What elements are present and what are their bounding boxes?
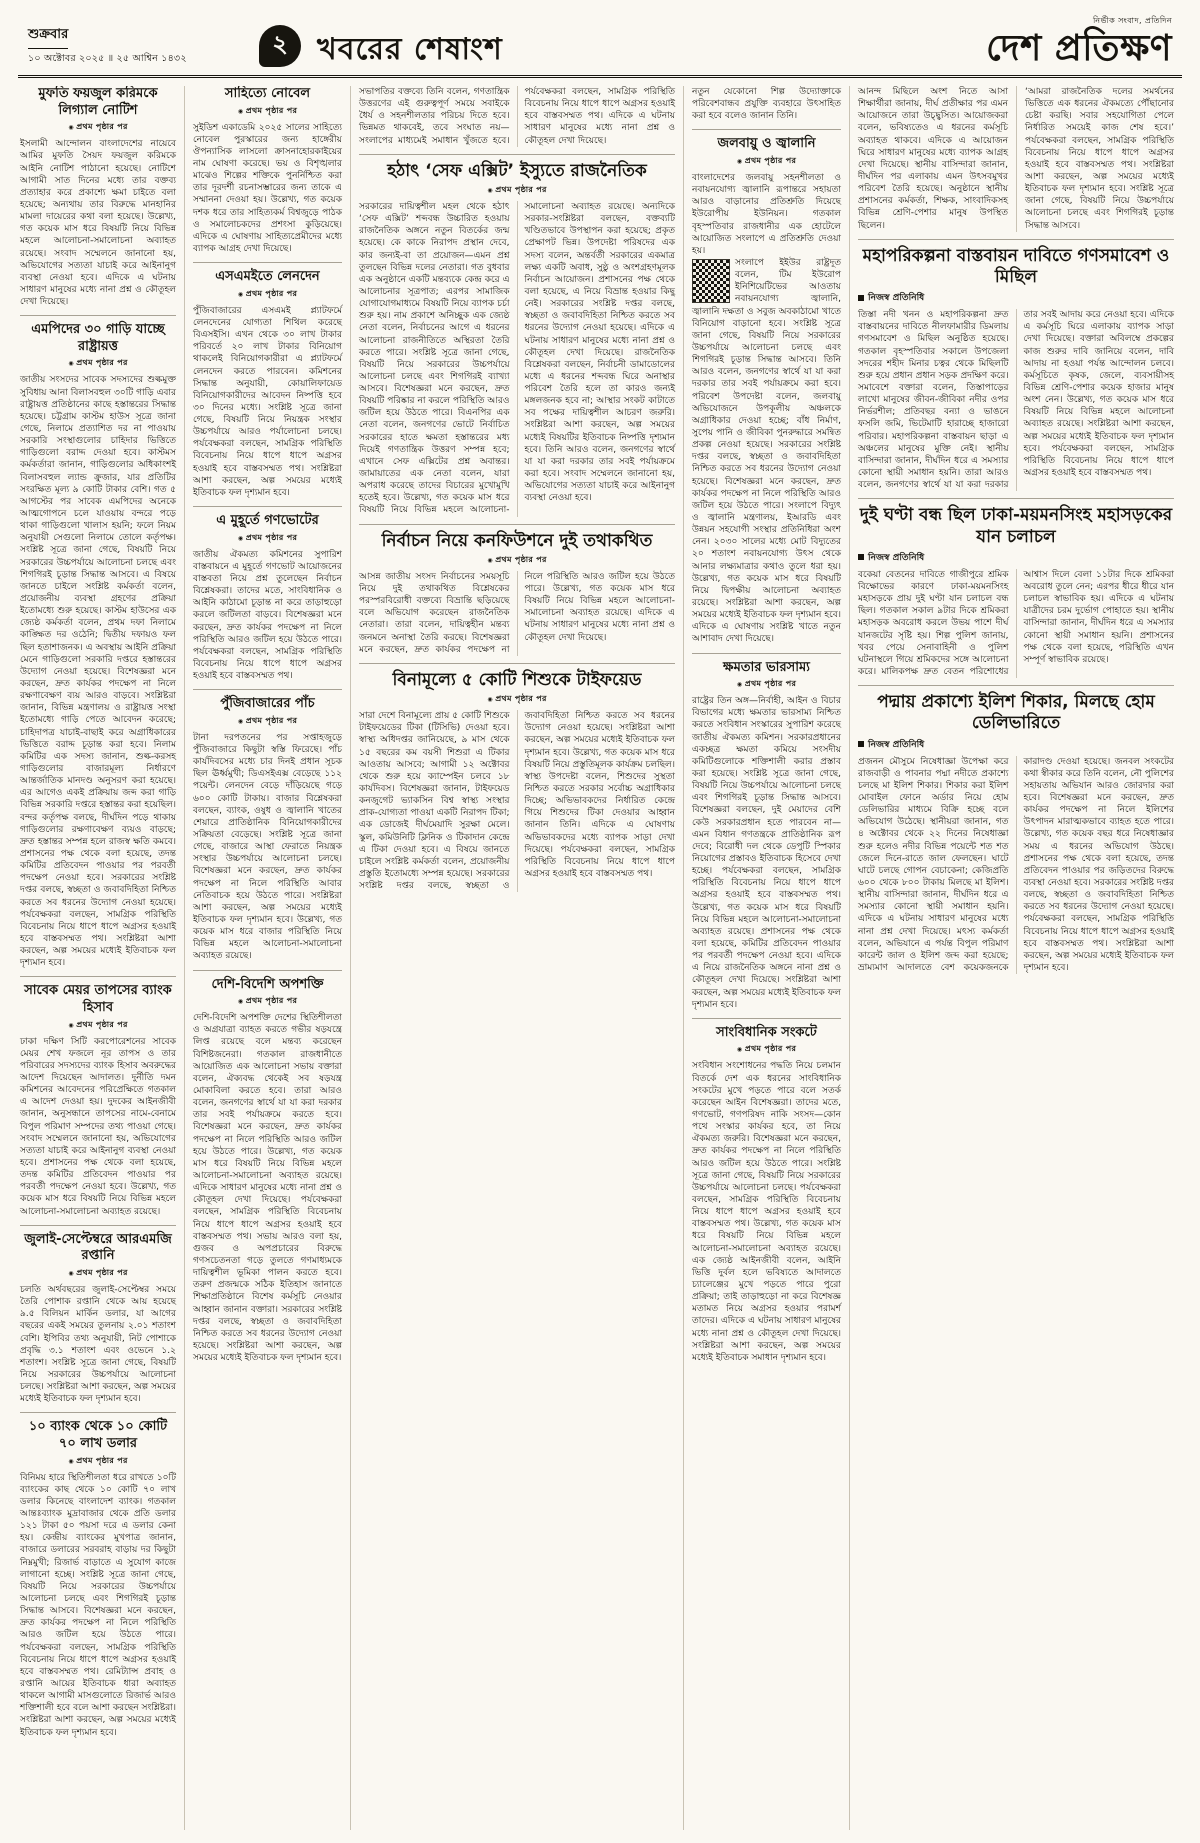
continued-from-label: ◉ প্রথম পৃষ্ঠার পর [359,184,675,197]
date-line: ১০ অক্টোবর ২০২৫ ॥ ২৫ আশ্বিন ১৪৩২ [28,53,187,64]
article-climate-energy [692,129,841,645]
continuation-block [359,86,675,147]
article-body: ইসলামী আন্দোলন বাংলাদেশের নায়েবে আমির মুফতি সৈয়দ ফয়জুল করিমকে আইনি নোটিশ পাঠানো হয়েছে। নোটিশে আগামী সাত দিনের মধ্যে তার বক্তব্য প্রত্যাহার করে প্রকাশ্যে ক্ষমা চাইতে বলা হয়েছে; অন্যথায় তার বিরুদ্ধে মানহানির মামলা দায়েরের কথা বলা হয়েছে। উল্লেখ্য, গত কয়েক মাস ধরে বিষয়টি নিয়ে বিভিন্ন মহলে আলোচনা-সমালোচনা অব্যাহত রয়েছে। সংবাদ সম্মেলনে জানানো হয়, অভিযোগের সত্যতা যাচাই করে আইনানুগ ব্যবস্থা নেওয়া হবে। এদিকে এ ঘটনায় সাধারণ মানুষের মধ্যে নানা প্রশ্ন ও কৌতূহল দেখা দিয়েছে। [20,139,176,308]
article-headline: বিনামূল্যে ৫ কোটি শিশুকে টাইফয়েড [392,669,642,690]
byline [858,290,1174,305]
byline-label: নিজস্ব প্রতিনিধি [868,739,925,750]
article-evil-forces [193,970,342,1365]
masthead [18,6,1182,78]
article-body: টানা দরপতনের পর সপ্তাহজুড়ে পুঁজিবাজারে কিছুটা স্বস্তি ফিরেছে। পাঁচ কার্যদিবসের মধ্যে চার দিনই প্রধান সূচক ছিল ঊর্ধ্বমুখী; ডিএসইএক্স বেড়েছে ১১২ পয়েন্ট। লেনদেন বেড়ে দাঁড়িয়েছে গড়ে ৬০০ কোটি টাকায়। বাজার বিশ্লেষকরা বলছেন, ব্যাংক, ওষুধ ও জ্বালানি খাতের শেয়ারে প্রাতিষ্ঠানিক বিনিয়োগকারীদের সক্রিয়তা বেড়েছে। সংশ্লিষ্ট সূত্রে জানা গেছে, বাজারে আস্থা ফেরাতে নিয়ন্ত্রক সংস্থার উচ্চপর্যায়ে আলোচনা চলছে। বিশেষজ্ঞরা মনে করছেন, দ্রুত কার্যকর পদক্ষেপ না নিলে পরিস্থিতি আবার নেতিবাচক হয়ে উঠতে পারে। সংশ্লিষ্টরা আশা করছেন, অল্প সময়ের মধ্যেই ইতিবাচক ফল দৃশ্যমান হবে। উল্লেখ্য, গত কয়েক মাস ধরে বাজার পরিস্থিতি নিয়ে বিভিন্ন মহলে আলোচনা-সমালোচনা অব্যাহত রয়েছে। [193,732,342,962]
article-body: সংলাপে ইইউর রাষ্ট্রদূত বলেন, টিম ইউরোপ ইনিশিয়েটিভের আওতায় নবায়নযোগ্য জ্বালানি, জ্বালানি দক্ষতা ও সবুজ অবকাঠামো খাতে বিনিয়োগ বাড়ানো হবে। সংশ্লিষ্ট সূত্রে জানা গেছে, বিষয়টি নিয়ে সরকারের উচ্চপর্যায়ে আলোচনা চলছে এবং শিগগিরই চূড়ান্ত সিদ্ধান্ত আসবে। তিনি আরও বলেন, জনগণের স্বার্থে যা যা করা দরকার তার সবই পর্যায়ক্রমে করা হবে। পরিবেশ উপদেষ্টা বলেন, জলবায়ু অভিযোজনে উপকূলীয় অঞ্চলকে অগ্রাধিকার দেওয়া হচ্ছে; বাঁধ নির্মাণ, সুপেয় পানি ও জীবিকা পুনরুদ্ধারে সমন্বিত প্রকল্প নেওয়া হয়েছে। সরকারের সংশ্লিষ্ট দপ্তর বলছে, স্বচ্ছতা ও জবাবদিহিতা নিশ্চিত করতে সব ধরনের উদ্যোগ নেওয়া হয়েছে। বিশেষজ্ঞরা মনে করছেন, দ্রুত কার্যকর পদক্ষেপ না নিলে পরিস্থিতি আরও জটিল হয়ে উঠতে পারে। সংলাপে বিদ্যুৎ ও জ্বালানি মন্ত্রণালয়, ইআরডি এবং উন্নয়ন সহযোগী সংস্থার প্রতিনিধিরা অংশ নেন। ২০৩০ সালের মধ্যে মোট বিদ্যুতের ২০ শতাংশ নবায়নযোগ্য উৎস থেকে আনার লক্ষ্যমাত্রার কথাও তুলে ধরা হয়। উল্লেখ্য, গত কয়েক মাস ধরে বিষয়টি নিয়ে দ্বিপক্ষীয় আলোচনা অব্যাহত রয়েছে। সংশ্লিষ্টরা আশা করছেন, অল্প সময়ের মধ্যেই ইতিবাচক ফল দৃশ্যমান হবে। এদিকে এ ঘোষণায় সংশ্লিষ্ট খাতে নতুন আশাবাদ দেখা দিয়েছে। [692,258,841,645]
article-body: জাতীয় ঐকমত্য কমিশনের সুপারিশ বাস্তবায়নে এ মুহূর্তে গণভোট আয়োজনের বাস্তবতা নিয়ে প্রশ্ন তুলেছেন নির্বাচন বিশ্লেষকরা। তাদের মতে, সাংবিধানিক ও আইনি কাঠামো চূড়ান্ত না করে তাড়াহুড়ো করলে জটিলতা বাড়বে। বিশেষজ্ঞরা মনে করছেন, দ্রুত কার্যকর পদক্ষেপ না নিলে পরিস্থিতি আরও জটিল হয়ে উঠতে পারে। পর্যবেক্ষকরা বলছেন, সামগ্রিক পরিস্থিতি বিবেচনায় নিয়ে ধাপে ধাপে অগ্রসর হওয়াই হবে বাস্তবসম্মত পথ। [193,549,342,682]
article-headline: মহাপরিকল্পনা বাস্তবায়ন দাবিতে গণসমাবেশ ও মিছিল [862,245,1170,287]
article-typhoid-vaccine [359,663,675,892]
article-headline: দুই ঘণ্টা বন্ধ ছিল ঢাকা-ময়মনসিংহ মহাসড়কের যান চলাচল [859,505,1173,547]
article-headline: ক্ষমতার ভারসাম্য [723,659,810,675]
continued-from-label: ◉ প্রথম পৃষ্ঠার পর [359,554,675,567]
article-safe-exit [359,154,675,517]
page-number: ২ [272,30,288,58]
article-headline: হঠাৎ ‘সেফ এক্সিট’ ইস্যুতে রাজনৈতিক [387,160,647,181]
article-highway-blockade [858,498,1174,678]
continued-from-label: ◉ প্রথম পৃষ্ঠার পর [692,678,841,691]
article-body: প্রজনন মৌসুমে নিষেধাজ্ঞা উপেক্ষা করে রাজবাড়ী ও পাবনার পদ্মা নদীতে প্রকাশ্যে চলছে মা ইলিশ শিকার। শিকার করা ইলিশ মোবাইল ফোনে অর্ডার নিয়ে হোম ডেলিভারির মাধ্যমে বিক্রি হচ্ছে বলে অভিযোগ উঠেছে। স্থানীয়রা জানান, গত ৪ অক্টোবর থেকে ২২ দিনের নিষেধাজ্ঞা শুরু হলেও নদীর বিভিন্ন পয়েন্টে শত শত জেলে দিনে-রাতে জাল ফেলছেন। ঘাটে ঘাটে চলছে গোপন বেচাকেনা; কেজিপ্রতি ৬০০ থেকে ৮০০ টাকায় মিলছে মা ইলিশ। স্থানীয় বাসিন্দারা জানান, দীর্ঘদিন ধরে এ সমস্যার কোনো স্থায়ী সমাধান হয়নি। এদিকে এ ঘটনায় সাধারণ মানুষের মধ্যে নানা প্রশ্ন দেখা দিয়েছে। মৎস্য কর্মকর্তা বলেন, অভিযানে এ পর্যন্ত বিপুল পরিমাণ কারেন্ট জাল ও ইলিশ জব্দ করা হয়েছে; ভ্রাম্যমাণ আদালতে বেশ কয়েকজনকে কারাদণ্ড দেওয়া হয়েছে। জনবল সংকটের কথা স্বীকার করে তিনি বলেন, নৌ পুলিশের সহায়তায় অভিযান আরও জোরদার করা হবে। বিশেষজ্ঞরা মনে করছেন, দ্রুত কার্যকর পদক্ষেপ না নিলে ইলিশের উৎপাদন মারাত্মকভাবে ব্যাহত হতে পারে। উল্লেখ্য, গত কয়েক বছর ধরে নিষেধাজ্ঞার সময় এ ধরনের অভিযোগ উঠছে। প্রশাসনের পক্ষ থেকে বলা হয়েছে, তদন্ত প্রতিবেদন পাওয়ার পর জড়িতদের বিরুদ্ধে ব্যবস্থা নেওয়া হবে। সরকারের সংশ্লিষ্ট দপ্তর বলছে, স্বচ্ছতা ও জবাবদিহিতা নিশ্চিত করতে সব ধরনের উদ্যোগ নেওয়া হয়েছে। পর্যবেক্ষকরা বলছেন, সামগ্রিক পরিস্থিতি বিবেচনায় নিয়ে ধাপে ধাপে অগ্রসর হওয়াই হবে বাস্তবসম্মত পথ। সংশ্লিষ্টরা আশা করছেন, অল্প সময়ের মধ্যেই ইতিবাচক ফল দৃশ্যমান হবে। [858,756,1174,973]
article-headline: মুফতি ফয়জুল করিমকে লিগ্যাল নোটিশ [38,86,158,118]
article-body: সরকারের দায়িত্বশীল মহল থেকে হঠাৎ ‘সেফ এক্সিট’ শব্দবন্ধ উচ্চারিত হওয়ায় রাজনৈতিক অঙ্গনে নতুন বিতর্কের জন্ম হয়েছে। কে কাকে নিরাপদ প্রস্থান দেবে, কার জন্যই-বা তা প্রয়োজন—এমন প্রশ্ন তুলছেন বিভিন্ন দলের নেতারা। গত বুধবার এক অনুষ্ঠানে একটি মন্তব্যকে কেন্দ্র করে এ আলোচনার সূত্রপাত; এরপর সামাজিক যোগাযোগমাধ্যমে বিষয়টি নিয়ে ব্যাপক চর্চা শুরু হয়। নাম প্রকাশে অনিচ্ছুক এক জ্যেষ্ঠ নেতা বলেন, নির্বাচনের আগে এ ধরনের আলোচনা রাজনীতিতে অস্থিরতা তৈরি করতে পারে। সংশ্লিষ্ট সূত্রে জানা গেছে, বিষয়টি নিয়ে সরকারের উচ্চপর্যায়ে আলোচনা চলছে এবং শিগগিরই ব্যাখ্যা আসবে। বিশেষজ্ঞরা মনে করছেন, দ্রুত বিষয়টি পরিষ্কার না করলে পরিস্থিতি আরও জটিল হয়ে উঠতে পারে। বিএনপির এক নেতা বলেন, জনগণের ভোটে নির্বাচিত সরকারের হাতে ক্ষমতা হস্তান্তরের মধ্য দিয়েই গণতান্ত্রিক উত্তরণ সম্পন্ন হবে; এখানে সেফ এক্সিটের প্রশ্ন অবান্তর। জামায়াতের এক নেতা বলেন, যারা অপরাধ করেছে তাদের বিচারের মুখোমুখি হতেই হবে। উল্লেখ্য, গত কয়েক মাস ধরে বিষয়টি নিয়ে বিভিন্ন মহলে আলোচনা-সমালোচনা অব্যাহত রয়েছে। অন্যদিকে সরকার-সংশ্লিষ্টরা বলছেন, বক্তব্যটি খণ্ডিতভাবে উপস্থাপন করা হয়েছে; প্রকৃত প্রেক্ষাপট ভিন্ন। উপদেষ্টা পরিষদের এক সদস্য বলেন, অন্তর্বর্তী সরকারের একমাত্র লক্ষ্য একটি অবাধ, সুষ্ঠু ও অংশগ্রহণমূলক নির্বাচন আয়োজন। প্রশাসনের পক্ষ থেকে বলা হয়েছে, এ নিয়ে বিভ্রান্ত হওয়ার কিছু নেই। সরকারের সংশ্লিষ্ট দপ্তর বলছে, স্বচ্ছতা ও জবাবদিহিতা নিশ্চিত করতে সব ধরনের উদ্যোগ নেওয়া হয়েছে। এদিকে এ ঘটনায় সাধারণ মানুষের মধ্যে নানা প্রশ্ন ও কৌতূহল দেখা দিয়েছে। রাজনৈতিক বিশ্লেষকরা বলছেন, নির্বাচনী ডামাডোলের মধ্যে এ ধরনের শব্দবন্ধ ঘিরে অনাস্থার পরিবেশ তৈরি হলে তা কারও জন্যই মঙ্গলজনক হবে না; আস্থার সংকট কাটাতে সব পক্ষের দায়িত্বশীল আচরণ জরুরি। সংশ্লিষ্টরা আশা করছেন, অল্প সময়ের মধ্যেই বিষয়টির ইতিবাচক নিষ্পত্তি দৃশ্যমান হবে। তিনি আরও বলেন, জনগণের স্বার্থে যা যা করা দরকার তার সবই পর্যায়ক্রমে করা হবে। সংবাদ সম্মেলনে জানানো হয়, অভিযোগের সত্যতা যাচাই করে আইনানুগ ব্যবস্থা নেওয়া হবে। [359,201,675,516]
article-sme-trading [193,262,342,499]
column-1 [18,86,184,1830]
article-body: জাতীয় সংসদের সাবেক সদস্যদের শুল্কমুক্ত সুবিধায় আনা বিলাসবহুল ৩০টি গাড়ি এবার রাষ্ট্রায়ত্ত প্রতিষ্ঠানের কাছে হস্তান্তরের সিদ্ধান্ত হয়েছে। চট্টগ্রাম কাস্টম হাউস সূত্রে জানা গেছে, নিলামে প্রত্যাশিত দর না পাওয়ায় সরকারি সংস্থাগুলোর চাহিদার ভিত্তিতে গাড়িগুলো বরাদ্দ দেওয়া হবে। কাস্টমস কর্মকর্তারা জানান, গাড়িগুলোর অধিকাংশই বিলাসবহুল ল্যান্ড ক্রুজার, যার প্রতিটির সংরক্ষিত মূল্য ৯ কোটি টাকার বেশি। গত ৫ আগস্টের পর সাবেক এমপিদের অনেকে আত্মগোপনে চলে যাওয়ায় বন্দরে পড়ে থাকা গাড়িগুলো খালাস হয়নি; ফলে নিয়ম অনুযায়ী সেগুলো নিলামে তোলে কর্তৃপক্ষ। সংশ্লিষ্ট সূত্রে জানা গেছে, বিষয়টি নিয়ে সরকারের উচ্চপর্যায়ে আলোচনা চলছে এবং শিগগিরই চূড়ান্ত সিদ্ধান্ত আসবে। এ বিষয়ে জানতে চাইলে সংশ্লিষ্ট কর্মকর্তা বলেন, প্রয়োজনীয় ব্যবস্থা গ্রহণের প্রক্রিয়া ইতোমধ্যে শুরু হয়েছে। কাস্টম হাউসের এক জ্যেষ্ঠ কর্মকর্তা বলেন, প্রথম দফা নিলামে কাঙ্ক্ষিত দর ওঠেনি; দ্বিতীয় দফায়ও ফল ছিল হতাশাজনক। এ অবস্থায় আইনি প্রক্রিয়া মেনে গাড়িগুলো সরকারি দপ্তরে হস্তান্তরের উদ্যোগ নেওয়া হয়েছে। বিশেষজ্ঞরা মনে করছেন, দ্রুত কার্যকর পদক্ষেপ না নিলে রক্ষণাবেক্ষণ ব্যয় আরও বাড়বে। সংশ্লিষ্টরা জানান, বিভিন্ন মন্ত্রণালয় ও রাষ্ট্রায়ত্ত সংস্থা ইতোমধ্যে গাড়ি পেতে আবেদন করেছে; চাহিদাপত্র যাচাই-বাছাই করে অগ্রাধিকারের ভিত্তিতে বরাদ্দ চূড়ান্ত করা হবে। নিলাম কমিটির এক সদস্য জানান, শুল্ক-করসহ গাড়িগুলোর বাজারমূল্য নির্ধারণে আন্তর্জাতিক মানদণ্ড অনুসরণ করা হয়েছে। এর আগেও একই প্রক্রিয়ায় জব্দ করা গাড়ি বিভিন্ন সরকারি দপ্তরে হস্তান্তর করা হয়েছিল। বন্দর কর্তৃপক্ষ বলছে, দীর্ঘদিন পড়ে থাকায় গাড়িগুলোর রক্ষণাবেক্ষণ ব্যয়ও বাড়ছে; দ্রুত হস্তান্তর সম্পন্ন হলে রাজস্ব ক্ষতি কমবে। প্রশাসনের পক্ষ থেকে বলা হয়েছে, তদন্ত কমিটির প্রতিবেদন পাওয়ার পর পরবর্তী পদক্ষেপ নেওয়া হবে। সরকারের সংশ্লিষ্ট দপ্তর বলছে, স্বচ্ছতা ও জবাবদিহিতা নিশ্চিত করতে সব ধরনের উদ্যোগ নেওয়া হয়েছে। পর্যবেক্ষকরা বলছেন, সামগ্রিক পরিস্থিতি বিবেচনায় নিয়ে ধাপে ধাপে অগ্রসর হওয়াই হবে বাস্তবসম্মত পথ। সংশ্লিষ্টরা আশা করছেন, অল্প সময়ের মধ্যেই ইতিবাচক ফল দৃশ্যমান হবে। [20,375,176,969]
article-body: সুইডিশ একাডেমি ২০২৫ সালের সাহিত্যে নোবেল পুরস্কারের জন্য হাঙ্গেরীয় ঔপন্যাসিক লাসলো ক্রাসনাহোরকাইয়ের নাম ঘোষণা করেছে। ভয় ও বিশৃঙ্খলার মাঝেও শিল্পের শক্তিকে পুনর্নিশ্চিত করা তার দূরদর্শী রচনাসম্ভারের জন্য তাকে এ সম্মাননা দেওয়া হয়। উল্লেখ্য, গত কয়েক দশক ধরে তার সাহিত্যকর্ম বিশ্বজুড়ে পাঠক ও সমালোচকদের প্রশংসা কুড়িয়েছে। এদিকে এ ঘোষণায় সাহিত্যপ্রেমীদের মধ্যে ব্যাপক আগ্রহ দেখা দিয়েছে। [193,122,342,255]
continued-from-label: ◉ প্রথম পৃষ্ঠার পর [20,357,176,370]
article-headline: সাহিত্যে নোবেল [224,86,311,101]
column-5 [683,86,849,1830]
page-columns [18,86,1182,1830]
article-body: তিস্তা নদী খনন ও মহাপরিকল্পনা দ্রুত বাস্তবায়নের দাবিতে নীলফামারীর ডিমলায় গণসমাবেশ ও মিছিল অনুষ্ঠিত হয়েছে। গতকাল বৃহস্পতিবার সকালে উপজেলা সদরের শহীদ মিনার চত্বর থেকে মিছিলটি শুরু হয়ে প্রধান প্রধান সড়ক প্রদক্ষিণ করে। সমাবেশে বক্তারা বলেন, তিস্তাপাড়ের লাখো মানুষের জীবন-জীবিকা নদীর ওপর নির্ভরশীল; প্রতিবছর বন্যা ও ভাঙনে ফসলি জমি, ভিটেমাটি হারাচ্ছে হাজারো পরিবার। মহাপরিকল্পনা বাস্তবায়ন ছাড়া এ অঞ্চলের মানুষের মুক্তি নেই। স্থানীয় বাসিন্দারা জানান, দীর্ঘদিন ধরে এ সমস্যার কোনো স্থায়ী সমাধান হয়নি। তারা আরও বলেন, জনগণের স্বার্থে যা যা করা দরকার তার সবই আদায় করে নেওয়া হবে। এদিকে এ কর্মসূচি ঘিরে এলাকায় ব্যাপক সাড়া দেখা দিয়েছে। বক্তারা অবিলম্বে প্রকল্পের কাজ শুরুর দাবি জানিয়ে বলেন, দাবি আদায় না হওয়া পর্যন্ত আন্দোলন চলবে। কর্মসূচিতে কৃষক, জেলে, ব্যবসায়ীসহ বিভিন্ন শ্রেণি-পেশার কয়েক হাজার মানুষ অংশ নেন। উল্লেখ্য, গত কয়েক মাস ধরে বিষয়টি নিয়ে বিভিন্ন মহলে আলোচনা অব্যাহত রয়েছে। সংশ্লিষ্টরা আশা করছেন, অল্প সময়ের মধ্যেই ইতিবাচক ফল দৃশ্যমান হবে। পর্যবেক্ষকরা বলছেন, সামগ্রিক পরিস্থিতি বিবেচনায় নিয়ে ধাপে ধাপে অগ্রসর হওয়াই হবে বাস্তবসম্মত পথ। [858,310,1174,491]
article-headline: পুঁজিবাজারের পাঁচ [220,696,315,712]
continued-from-label: ◉ প্রথম পৃষ্ঠার পর [692,1043,841,1056]
article-body: বকেয়া বেতনের দাবিতে গাজীপুরে শ্রমিক বিক্ষোভের কারণে ঢাকা-ময়মনসিংহ মহাসড়কে প্রায় দুই ঘণ্টা যান চলাচল বন্ধ ছিল। গতকাল সকাল ৯টার দিকে শ্রমিকরা মহাসড়ক অবরোধ করলে উভয় পাশে দীর্ঘ যানজটের সৃষ্টি হয়। শিল্প পুলিশ জানায়, খবর পেয়ে সেনাবাহিনী ও পুলিশ ঘটনাস্থলে গিয়ে শ্রমিকদের সঙ্গে আলোচনা করে। মালিকপক্ষ দ্রুত বেতন পরিশোধের আশ্বাস দিলে বেলা ১১টার দিকে শ্রমিকরা অবরোধ তুলে নেন; এরপর ধীরে ধীরে যান চলাচল স্বাভাবিক হয়। এদিকে এ ঘটনায় যাত্রীদের চরম দুর্ভোগ পোহাতে হয়। স্থানীয় বাসিন্দারা জানান, দীর্ঘদিন ধরে এ সমস্যার কোনো স্থায়ী সমাধান হয়নি। প্রশাসনের পক্ষ থেকে বলা হয়েছে, পরিস্থিতি এখন সম্পূর্ণ স্বাভাবিক রয়েছে। [858,569,1174,677]
article-headline: ১০ ব্যাংক থেকে ১০ কোটি ৭০ লাখ ডলার [28,1419,168,1451]
page-number-badge [259,25,301,67]
weekday-label: শুক্রবার [28,25,68,49]
byline-label: নিজস্ব প্রতিনিধি [868,293,925,304]
continuation-text-right: ‘আমরা রাজনৈতিক দলের সমর্থনের ভিত্তিতে এক ধরনের ঐকমত্যে পৌঁছানোর চেষ্টা করছি। সবার সহযোগিতা পেলে নির্ধারিত সময়েই কাজ শেষ হবে।’ পর্যবেক্ষকরা বলছেন, সামগ্রিক পরিস্থিতি বিবেচনায় নিয়ে ধাপে ধাপে অগ্রসর হওয়াই হবে বাস্তবসম্মত পথ। সংশ্লিষ্টরা আশা করছেন, অল্প সময়ের মধ্যেই ইতিবাচক ফল দৃশ্যমান হবে। সংশ্লিষ্ট সূত্রে জানা গেছে, বিষয়টি নিয়ে উচ্চপর্যায়ে আলোচনা চলছে এবং শিগগিরই চূড়ান্ত সিদ্ধান্ত আসবে। [1025,87,1174,231]
article-body: বিনিময় হারে স্থিতিশীলতা ধরে রাখতে ১০টি ব্যাংকের কাছ থেকে ১০ কোটি ৭০ লাখ ডলার কিনেছে বাংলাদেশ ব্যাংক। গতকাল আন্তঃব্যাংক মুদ্রাবাজার থেকে প্রতি ডলার ১২১ টাকা ৫০ পয়সা দরে এ ডলার কেনা হয়। কেন্দ্রীয় ব্যাংকের মুখপাত্র জানান, বাজারে ডলারের সরবরাহ বাড়ায় দর কিছুটা নিম্নমুখী; রিজার্ভ বাড়াতে এ সুযোগ কাজে লাগানো হচ্ছে। সংশ্লিষ্ট সূত্রে জানা গেছে, বিষয়টি নিয়ে সরকারের উচ্চপর্যায়ে আলোচনা চলছে এবং শিগগিরই চূড়ান্ত সিদ্ধান্ত আসবে। বিশেষজ্ঞরা মনে করছেন, দ্রুত কার্যকর পদক্ষেপ না নিলে পরিস্থিতি আরও জটিল হয়ে উঠতে পারে। পর্যবেক্ষকরা বলছেন, সামগ্রিক পরিস্থিতি বিবেচনায় নিয়ে ধাপে ধাপে অগ্রসর হওয়াই হবে বাস্তবসম্মত পথ। রেমিট্যান্স প্রবাহ ও রপ্তানি আয়ের ইতিবাচক ধারা অব্যাহত থাকলে আগামী মাসগুলোতে রিজার্ভ আরও শক্তিশালী হবে বলে আশা করছেন সংশ্লিষ্টরা। সংশ্লিষ্টরা আশা করছেন, অল্প সময়ের মধ্যেই ইতিবাচক ফল দৃশ্যমান হবে। [20,1472,176,1738]
paper-tagline: নির্ভীক সংবাদ, প্রতিদিন [1093,16,1172,25]
continuation-text: সভাপতির বক্তব্যে তিনি বলেন, গণতান্ত্রিক উত্তরণের এই গুরুত্বপূর্ণ সময়ে সবাইকে ধৈর্য ও সহনশীলতার পরিচয় দিতে হবে। ভিন্নমত থাকবেই, তবে সংঘাত নয়—সংলাপের মাধ্যমেই সমাধান খুঁজতে হবে। পর্যবেক্ষকরা বলছেন, সামগ্রিক পরিস্থিতি বিবেচনায় নিয়ে ধাপে ধাপে অগ্রসর হওয়াই হবে বাস্তবসম্মত পথ। এদিকে এ ঘটনায় সাধারণ মানুষের মধ্যে নানা প্রশ্ন ও কৌতূহল দেখা দিয়েছে। [359,87,675,146]
article-headline: জলবায়ু ও জ্বালানি [717,136,816,152]
article-constitutional-crisis [692,1018,841,1364]
continued-from-label: ◉ প্রথম পৃষ্ঠার পর [20,1019,176,1032]
paper-logo: দেশ প্রতিক্ষণ [986,28,1172,69]
article-body: দেশি-বিদেশি অপশক্তি দেশের স্থিতিশীলতা ও অগ্রযাত্রা ব্যাহত করতে গভীর ষড়যন্ত্রে লিপ্ত রয়েছে বলে মন্তব্য করেছেন বিশিষ্টজনেরা। গতকাল রাজধানীতে আয়োজিত এক আলোচনা সভায় বক্তারা বলেন, ঐক্যবদ্ধ থেকেই সব ষড়যন্ত্র মোকাবিলা করতে হবে। তারা আরও বলেন, জনগণের স্বার্থে যা যা করা দরকার তার সবই পর্যায়ক্রমে করতে হবে। বিশেষজ্ঞরা মনে করছেন, দ্রুত কার্যকর পদক্ষেপ না নিলে পরিস্থিতি আরও জটিল হয়ে উঠতে পারে। উল্লেখ্য, গত কয়েক মাস ধরে বিষয়টি নিয়ে বিভিন্ন মহলে আলোচনা-সমালোচনা অব্যাহত রয়েছে। এদিকে সাধারণ মানুষের মধ্যে নানা প্রশ্ন ও কৌতূহল দেখা দিয়েছে। পর্যবেক্ষকরা বলছেন, সামগ্রিক পরিস্থিতি বিবেচনায় নিয়ে ধাপে ধাপে অগ্রসর হওয়াই হবে বাস্তবসম্মত পথ। সভায় আরও বলা হয়, গুজব ও অপপ্রচারের বিরুদ্ধে গণসচেতনতা গড়ে তুলতে গণমাধ্যমকে দায়িত্বশীল ভূমিকা পালন করতে হবে। তরুণ প্রজন্মকে সঠিক ইতিহাস জানাতে শিক্ষাপ্রতিষ্ঠানে বিশেষ কর্মসূচি নেওয়ার আহ্বান জানান বক্তারা। সরকারের সংশ্লিষ্ট দপ্তর বলছে, স্বচ্ছতা ও জবাবদিহিতা নিশ্চিত করতে সব ধরনের উদ্যোগ নেওয়া হয়েছে। সংশ্লিষ্টরা আশা করছেন, অল্প সময়ের মধ্যেই ইতিবাচক ফল দৃশ্যমান হবে। [193,1013,342,1364]
continued-from-label: ◉ প্রথম পৃষ্ঠার পর [193,532,342,545]
article-legal-notice [20,86,176,308]
continued-from-label: ◉ প্রথম পৃষ্ঠার পর [193,715,342,728]
column-2 [184,86,350,1830]
article-dollar-purchase [20,1412,176,1738]
article-referendum [193,506,342,682]
dateline-block [28,25,243,67]
byline [858,737,1174,752]
continued-from-label: ◉ প্রথম পৃষ্ঠার পর [692,155,841,168]
paper-logo-block [986,15,1172,67]
inline-photo [692,259,730,303]
article-mayor-bank [20,976,176,1217]
byline-bullet-icon [858,295,864,301]
article-body: ঢাকা দক্ষিণ সিটি করপোরেশনের সাবেক মেয়র শেখ ফজলে নূর তাপস ও তার পরিবারের সদস্যদের ব্যাংক হিসাব অবরুদ্ধের আদেশ দিয়েছেন আদালত। দুর্নীতি দমন কমিশনের আবেদনের পরিপ্রেক্ষিতে গতকাল এ আদেশ দেওয়া হয়। দুদকের আইনজীবী জানান, অনুসন্ধানে তাপসের নামে-বেনামে বিপুল পরিমাণ সম্পদের তথ্য পাওয়া গেছে। সংবাদ সম্মেলনে জানানো হয়, অভিযোগের সত্যতা যাচাই করে আইনানুগ ব্যবস্থা নেওয়া হবে। প্রশাসনের পক্ষ থেকে বলা হয়েছে, তদন্ত কমিটির প্রতিবেদন পাওয়ার পর পরবর্তী পদক্ষেপ নেওয়া হবে। উল্লেখ্য, গত কয়েক মাস ধরে বিষয়টি নিয়ে বিভিন্ন মহলে আলোচনা-সমালোচনা অব্যাহত রয়েছে। [20,1036,176,1217]
article-headline: সাংবিধানিক সংকটে [716,1024,817,1040]
article-nobel-literature [193,86,342,255]
article-election-confusion [359,524,675,656]
article-body: রাষ্ট্রের তিন অঙ্গ—নির্বাহী, আইন ও বিচার বিভাগের মধ্যে ক্ষমতার ভারসাম্য নিশ্চিত করতে সংবিধান সংস্কারের সুপারিশ করেছে জাতীয় ঐকমত্য কমিশন। সরকারপ্রধানের একচ্ছত্র ক্ষমতা কমিয়ে সংসদীয় কমিটিগুলোকে শক্তিশালী করার প্রস্তাব করা হয়েছে। সংশ্লিষ্ট সূত্রে জানা গেছে, বিষয়টি নিয়ে উচ্চপর্যায়ে আলোচনা চলছে এবং শিগগিরই চূড়ান্ত সিদ্ধান্ত আসবে। বিশেষজ্ঞরা বলছেন, দুই মেয়াদের বেশি কেউ সরকারপ্রধান হতে পারবেন না—এমন বিধান গণতন্ত্রকে প্রাতিষ্ঠানিক রূপ দেবে; বিরোধী দল থেকে ডেপুটি স্পিকার নিয়োগের প্রস্তাবও ইতিবাচক হিসেবে দেখা হচ্ছে। পর্যবেক্ষকরা বলছেন, সামগ্রিক পরিস্থিতি বিবেচনায় নিয়ে ধাপে ধাপে অগ্রসর হওয়াই হবে বাস্তবসম্মত পথ। উল্লেখ্য, গত কয়েক মাস ধরে বিষয়টি নিয়ে বিভিন্ন মহলে আলোচনা-সমালোচনা অব্যাহত রয়েছে। প্রশাসনের পক্ষ থেকে বলা হয়েছে, কমিটির প্রতিবেদন পাওয়ার পর পরবর্তী পদক্ষেপ নেওয়া হবে। এদিকে এ নিয়ে রাজনৈতিক অঙ্গনে নানা প্রশ্ন ও কৌতূহল দেখা দিয়েছে। সংশ্লিষ্টরা আশা করছেন, অল্প সময়ের মধ্যেই ইতিবাচক ফল দৃশ্যমান হবে। [692,696,841,1010]
article-headline: এমপিদের ৩০ গাড়ি যাচ্ছে রাষ্ট্রায়ত্ত [31,322,165,354]
byline [858,550,1174,565]
continued-from-label: ◉ প্রথম পৃষ্ঠার পর [193,288,342,301]
article-body: সংবিধান সংশোধনের পদ্ধতি নিয়ে চলমান বিতর্কে দেশ এক ধরনের সাংবিধানিক সংকটের মুখে পড়তে পারে বলে সতর্ক করেছেন আইন বিশেষজ্ঞরা। তাদের মতে, গণভোট, গণপরিষদ নাকি সংসদ—কোন পথে সংস্কার কার্যকর হবে, তা নিয়ে ঐকমত্য জরুরি। বিশেষজ্ঞরা মনে করছেন, দ্রুত কার্যকর পদক্ষেপ না নিলে পরিস্থিতি আরও জটিল হয়ে উঠতে পারে। সংশ্লিষ্ট সূত্রে জানা গেছে, বিষয়টি নিয়ে সরকারের উচ্চপর্যায়ে আলোচনা চলছে। পর্যবেক্ষকরা বলছেন, সামগ্রিক পরিস্থিতি বিবেচনায় নিয়ে ধাপে ধাপে অগ্রসর হওয়াই হবে বাস্তবসম্মত পথ। উল্লেখ্য, গত কয়েক মাস ধরে বিষয়টি নিয়ে বিভিন্ন মহলে আলোচনা-সমালোচনা অব্যাহত রয়েছে। এক জ্যেষ্ঠ আইনজীবী বলেন, আইনি ভিত্তি দুর্বল হলে ভবিষ্যতে আদালতে চ্যালেঞ্জের মুখে পড়তে পারে পুরো প্রক্রিয়া; তাই তাড়াহুড়ো না করে বিশেষজ্ঞ মতামত নিয়ে অগ্রসর হওয়ার পরামর্শ তাদের। এদিকে এ ঘটনায় সাধারণ মানুষের মধ্যে নানা প্রশ্ন ও কৌতূহল দেখা দিয়েছে। সংশ্লিষ্টরা আশা করছেন, অল্প সময়ের মধ্যেই ইতিবাচক সমাধান দৃশ্যমান হবে। [692,1061,841,1363]
article-headline: নির্বাচন নিয়ে কনফিউশনে দুই তথাকথিত [381,530,653,551]
continued-from-label: ◉ প্রথম পৃষ্ঠার পর [359,693,675,706]
article-body: সারা দেশে বিনামূল্যে প্রায় ৫ কোটি শিশুকে টাইফয়েডের টিকা (টিসিভি) দেওয়া হবে। স্বাস্থ্য অধিদপ্তর জানিয়েছে, ৯ মাস থেকে ১৫ বছরের কম বয়সী শিশুরা এ টিকার আওতায় আসবে; আগামী ১২ অক্টোবর থেকে শুরু হয়ে ক্যাম্পেইন চলবে ১৮ কার্যদিবস। বিশেষজ্ঞরা জানান, টাইফয়েড কনজুগেট ভ্যাকসিন বিশ্ব স্বাস্থ্য সংস্থার প্রাক-যোগ্যতা পাওয়া একটি নিরাপদ টিকা; এক ডোজেই দীর্ঘমেয়াদি সুরক্ষা মেলে। স্কুল, কমিউনিটি ক্লিনিক ও টিকাদান কেন্দ্রে এ টিকা দেওয়া হবে। এ বিষয়ে জানতে চাইলে সংশ্লিষ্ট কর্মকর্তা বলেন, প্রয়োজনীয় প্রস্তুতি ইতোমধ্যে সম্পন্ন হয়েছে। সরকারের সংশ্লিষ্ট দপ্তর বলছে, স্বচ্ছতা ও জবাবদিহিতা নিশ্চিত করতে সব ধরনের উদ্যোগ নেওয়া হয়েছে। সংশ্লিষ্টরা আশা করছেন, অল্প সময়ের মধ্যেই ইতিবাচক ফল দৃশ্যমান হবে। উল্লেখ্য, গত কয়েক মাস ধরে বিষয়টি নিয়ে প্রস্তুতিমূলক কার্যক্রম চলছিল। স্বাস্থ্য উপদেষ্টা বলেন, শিশুদের সুস্থতা নিশ্চিত করতে সরকার সর্বোচ্চ অগ্রাধিকার দিচ্ছে; অভিভাবকদের নির্ধারিত কেন্দ্রে গিয়ে শিশুদের টিকা দেওয়ার আহ্বান জানান তিনি। এদিকে এ ঘোষণায় অভিভাবকদের মধ্যে ব্যাপক সাড়া দেখা দিয়েছে। পর্যবেক্ষকরা বলছেন, সামগ্রিক পরিস্থিতি বিবেচনায় নিয়ে ধাপে ধাপে অগ্রসর হওয়াই হবে বাস্তবসম্মত পথ। [359,711,675,892]
continuation-text: নতুন যেকোনো শিল্প উদ্যোক্তাকে পরিবেশবান্ধব প্রযুক্তি ব্যবহারে উৎসাহিত করা হবে বলেও জানান তিনি। [692,87,841,122]
continued-from-label: ◉ প্রথম পৃষ্ঠার পর [20,1267,176,1280]
article-body: আসন্ন জাতীয় সংসদ নির্বাচনের সময়সূচি নিয়ে দুই তথাকথিত বিশ্লেষকের পরস্পরবিরোধী বক্তব্যে বিভ্রান্তি ছড়িয়েছে বলে অভিযোগ করেছেন রাজনৈতিক নেতারা। তারা বলেন, দায়িত্বহীন মন্তব্য জনমনে অনাস্থা তৈরি করছে। বিশেষজ্ঞরা মনে করছেন, দ্রুত কার্যকর পদক্ষেপ না নিলে পরিস্থিতি আরও জটিল হয়ে উঠতে পারে। উল্লেখ্য, গত কয়েক মাস ধরে বিষয়টি নিয়ে বিভিন্ন মহলে আলোচনা-সমালোচনা অব্যাহত রয়েছে। এদিকে এ ঘটনায় সাধারণ মানুষের মধ্যে নানা প্রশ্ন ও কৌতূহল দেখা দিয়েছে। [359,571,675,655]
continued-from-label: ◉ প্রথম পৃষ্ঠার পর [20,121,176,134]
byline-label: নিজস্ব প্রতিনিধি [868,552,925,563]
article-headline: পদ্মায় প্রকাশ্যে ইলিশ শিকার, মিলছে হোম ডেলিভারিতে [877,692,1155,734]
article-headline: সাবেক মেয়র তাপসের ব্যাংক হিসাব [24,983,172,1015]
article-rmg-export [20,1225,176,1406]
article-masterplan-rally [858,239,1174,492]
article-headline: এসএমইতে লেনদেন [215,269,320,285]
continuation-block [858,86,1174,232]
continued-from-label: ◉ প্রথম পৃষ্ঠার পর [193,995,342,1008]
article-stock-market [193,689,342,962]
article-body: পুঁজিবাজারের এসএমই প্ল্যাটফর্মে লেনদেনের যোগ্যতা শিথিল করেছে বিএসইসি। এখন থেকে ৩০ লাখ টাকার পরিবর্তে ২০ লাখ টাকার বিনিয়োগ থাকলেই বিনিয়োগকারীরা এ প্ল্যাটফর্মে লেনদেন করতে পারবেন। কমিশনের সিদ্ধান্ত অনুযায়ী, কোয়ালিফায়েড বিনিয়োগকারীদের আবেদন নিষ্পত্তি হবে ৩০ দিনের মধ্যে। সংশ্লিষ্ট সূত্রে জানা গেছে, বিষয়টি নিয়ে নিয়ন্ত্রক সংস্থার উচ্চপর্যায়ে আরও পর্যালোচনা চলছে। পর্যবেক্ষকরা বলছেন, সামগ্রিক পরিস্থিতি বিবেচনায় নিয়ে ধাপে ধাপে অগ্রসর হওয়াই হবে বাস্তবসম্মত পথ। সংশ্লিষ্টরা আশা করছেন, অল্প সময়ের মধ্যেই ইতিবাচক ফল দৃশ্যমান হবে। [193,305,342,498]
continued-from-label: ◉ প্রথম পৃষ্ঠার পর [20,1455,176,1468]
article-hilsa-poaching [858,685,1174,974]
byline-bullet-icon [858,554,864,560]
byline-bullet-icon [858,741,864,747]
continued-from-label: ◉ প্রথম পৃষ্ঠার পর [193,105,342,118]
article-headline: জুলাই-সেপ্টেম্বরে আরএমজি রপ্তানি [24,1231,172,1264]
article-headline: এ মুহূর্তে গণভোটের [216,513,319,529]
article-body: চলতি অর্থবছরের জুলাই-সেপ্টেম্বর সময়ে তৈরি পোশাক রপ্তানি থেকে আয় হয়েছে ৯.৫ বিলিয়ন মার্কিন ডলার, যা আগের বছরের একই সময়ের তুলনায় ২.০১ শতাংশ বেশি। ইপিবির তথ্য অনুযায়ী, নিট পোশাকে প্রবৃদ্ধি ৩.১ শতাংশ এবং ওভেনে ১.২ শতাংশ। সংশ্লিষ্ট সূত্রে জানা গেছে, বিষয়টি নিয়ে সরকারের উচ্চপর্যায়ে আলোচনা চলছে। সংশ্লিষ্টরা আশা করছেন, অল্প সময়ের মধ্যেই ইতিবাচক ফল দৃশ্যমান হবে। [20,1284,176,1405]
continuation-block [692,86,841,122]
section-title: খবরের শেষাংশ [317,32,503,67]
columns-6-7 [849,86,1182,1830]
article-lead: বাংলাদেশের জলবায়ু সহনশীলতা ও নবায়নযোগ্য জ্বালানি রূপান্তরে সহায়তা আরও বাড়ানোর প্রতিশ্রুতি দিয়েছে ইউরোপীয় ইউনিয়ন। গতকাল বৃহস্পতিবার রাজধানীর এক হোটেলে আয়োজিত সংলাপে এ প্রতিশ্রুতি দেওয়া হয়। [692,173,841,256]
article-headline: দেশি-বিদেশি অপশক্তি [211,976,324,992]
article-power-balance [692,653,841,1011]
continuation-text-left: আনন্দ মিছিলে অংশ নিতে আসা শিক্ষার্থীরা জানায়, দীর্ঘ প্রতীক্ষার পর এমন আয়োজনে তারা উচ্ছ্বসিত। আয়োজকরা বলেন, ভবিষ্যতেও এ ধরনের কর্মসূচি অব্যাহত থাকবে। এদিকে এ আয়োজন ঘিরে সাধারণ মানুষের মধ্যে ব্যাপক আগ্রহ দেখা দিয়েছে। স্থানীয় বাসিন্দারা জানান, দীর্ঘদিন পর এলাকায় এমন উৎসবমুখর পরিবেশ তৈরি হয়েছে। অনুষ্ঠানে স্থানীয় প্রশাসনের কর্মকর্তা, শিক্ষক, সাংবাদিকসহ বিভিন্ন শ্রেণি-পেশার মানুষ উপস্থিত ছিলেন। [858,87,1008,231]
columns-3-4 [350,86,683,1830]
article-mp-cars [20,315,176,969]
